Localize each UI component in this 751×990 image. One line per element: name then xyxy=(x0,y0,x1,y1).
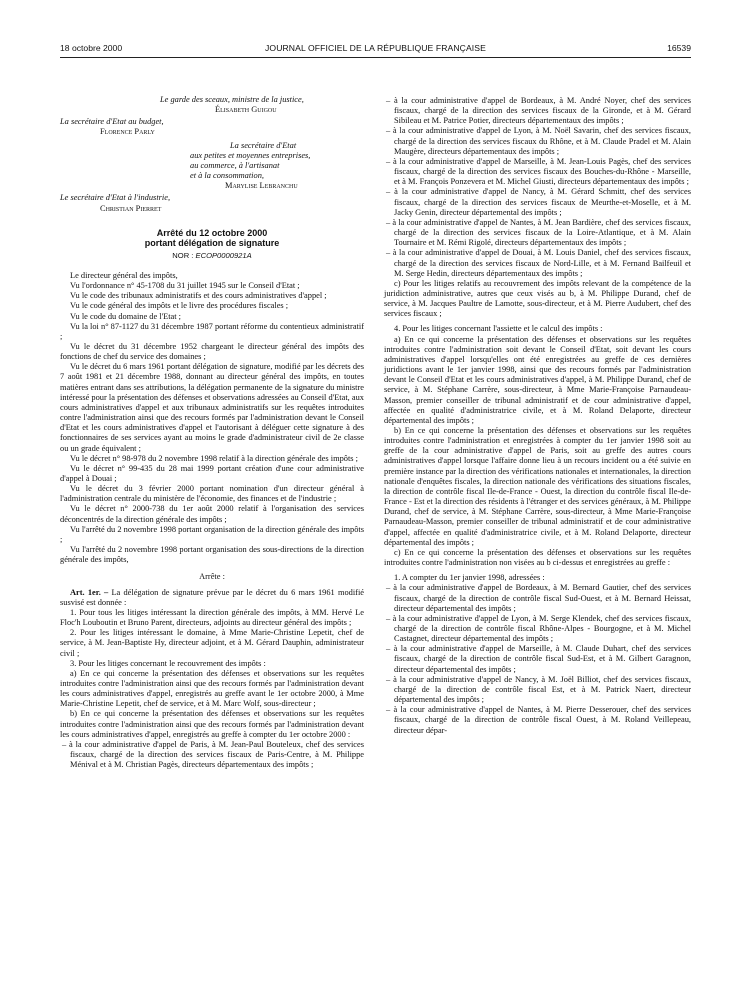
assiette-paragraph: b) En ce qui concerne la présentation des défenses et observations sur les requêtes introduites contre l'administration et enregistrées à compter du 1er janvier 1998 soit au greffe de la cour administrative d'appel de Paris, soit au greffe des autres cours administratives d'appel lorsque l'affaire donne lieu à un recours incident ou a été suivie en première instance par la direction des vérifications nationales et internationales, la direction nationale d'enquêtes fiscales, la direction nationale des vérifications des situations fiscales, la direction de contrôle fiscal Ile-de-France - Ouest, la direction du contrôle fiscal Ile-de-France - Est et la direction des résidents à l'étranger et des services généraux, à M. Philippe Durand, chef de service, à M. Stéphane Carrère, sous-directeur, à Mme Marie-Françoise Parnaudeau-Masson, premier conseiller de tribunal administratif et de cour administrative d'appel, affectée en qualité d'administratrice civile, et à M. Roland Delaporte, directeur départemental des impôts ; xyxy=(384,426,691,547)
visa-paragraph: Vu l'arrêté du 2 novembre 1998 portant organisation des sous-directions de la direction générale des impôts, xyxy=(60,545,364,565)
decree-nor xyxy=(60,251,364,261)
visa-paragraph: Le directeur général des impôts, xyxy=(70,270,178,280)
article-1 xyxy=(60,588,364,608)
signature-garde-name: Élisabeth Guigou xyxy=(215,105,277,115)
header-date: 18 octobre 2000 xyxy=(60,43,123,53)
article-point: b) En ce qui concerne la présentation des défenses et observations sur les requêtes introduites contre l'administration ainsi que des recours formés par l'administration devant les cours administratives d'appel, enregistrés au greffe à compter du 1er octobre 2000 : xyxy=(60,709,364,739)
assiette-paragraphs xyxy=(384,279,691,584)
court-delegation-item: – à la cour administrative d'appel de Lyon, à M. Noël Savarin, chef des services fiscaux, chargé de la direction des services fiscaux du Rhône, et à M. Claude Pradel et M. Alain Maugère, directeurs départementaux des impôts ; xyxy=(386,126,691,156)
visa-paragraph: Vu le code des tribunaux administratifs et des cours administratives d'appel ; xyxy=(70,291,327,301)
decree-title-line-1: Arrêté du 12 octobre 2000 xyxy=(156,227,268,238)
court-delegation-item: – à la cour administrative d'appel de Bordeaux, à M. Bernard Gautier, chef des services fiscaux, chargé de la direction de contrôle fiscal Sud-Ouest, et à M. Bernard Heissat, directeur départemental des impôts ; xyxy=(386,583,691,613)
page-header xyxy=(60,43,691,55)
article-1-text: La délégation de signature prévue par le décret du 6 mars 1961 modifié susvisé est donnée : xyxy=(60,587,364,607)
visa-paragraph: Vu l'ordonnance n° 45-1708 du 31 juillet 1945 sur le Conseil d'Etat ; xyxy=(70,281,300,291)
article-1-label: Art. 1er. – xyxy=(70,587,109,597)
assiette-paragraph: c) Pour les litiges relatifs au recouvrement des impôts relevant de la compétence de la juridiction administrative, autres que ceux visés au b, à M. Philippe Durand, chef de service, à M. Jacques Paultre de Lamotte, sous-directeur, et à M. Pierre Audubert, chef des services fiscaux ; xyxy=(384,278,691,319)
court-delegation-item: – à la cour administrative d'appel de Paris, à M. Jean-Paul Bouteleux, chef des services fiscaux, chargé de la direction des services fiscaux de Paris-Centre, à M. Philippe Ménival et à M. Christian Pagès, directeurs départementaux des impôts ; xyxy=(62,739,364,770)
signature-pme-title-2: aux petites et moyennes entreprises, xyxy=(190,150,311,160)
visas-list xyxy=(60,271,364,566)
header-page-number: 16539 xyxy=(667,43,691,53)
decree-title-line-2: portant délégation de signature xyxy=(144,238,280,249)
article-point: 2. Pour les litiges intéressant le domaine, à Mme Marie-Christine Lepetit, chef de service, à M. Jean-Baptiste Hy, directeur adjoint, et à M. Gérard Dauphin, administrateur civil ; xyxy=(60,628,364,658)
court-delegation-item: – à la cour administrative d'appel de Nancy, à M. Gérard Schmitt, chef des services fiscaux, chargé de la direction des services fiscaux de Meurthe-et-Moselle, et à M. Jacky Genin, directeur départemental des impôts ; xyxy=(386,187,691,217)
court-delegation-item: – à la cour administrative d'appel de Nancy, à M. Joël Billiot, chef des services fiscaux, chargé de la direction de contrôle fiscal Est, et à M. Patrick Naert, directeur départemental des impôts ; xyxy=(386,674,691,705)
assiette-paragraph: c) En ce qui concerne la présentation des défenses et observations sur les requêtes introduites contre l'administration non visées au b ci-dessus et enregistrées au greffe : xyxy=(384,547,691,568)
signature-garde-title: Le garde des sceaux, ministre de la justice, xyxy=(160,95,304,104)
court-delegation-item: – à la cour administrative d'appel de Nantes, à M. Jean Bardière, chef des services fiscaux, chargé de la direction des services fiscaux de la Loire-Atlantique, et à M. Alain Tournaire et M. Rémi Rigolé, directeurs départementaux des impôts ; xyxy=(386,217,691,248)
assiette-paragraph: 4. Pour les litiges concernant l'assiette et le calcul des impôts : xyxy=(394,324,603,334)
signature-pme-name: Marylise Lebranchu xyxy=(225,181,298,191)
signature-budget-name: Florence Parly xyxy=(100,127,155,137)
article-1-points xyxy=(60,608,364,740)
court-delegation-item: – à la cour administrative d'appel de Marseille, à M. Claude Duhart, chef des services fiscaux, chargé de la direction de contrôle fiscal Sud-Est, et à M. Gilbert Garagnon, directeur départemental des impôts ; xyxy=(386,644,691,674)
court-delegation-item: – à la cour administrative d'appel de Lyon, à M. Serge Klendek, chef des services fiscaux, chargé de la direction de contrôle fiscal Rhône-Alpes - Bourgogne, et à M. Michel Castagnet, directeur départemental des impôts ; xyxy=(386,613,691,644)
visa-paragraph: Vu le code général des impôts et le livre des procédures fiscales ; xyxy=(70,301,289,311)
signature-industrie-title: Le secrétaire d'Etat à l'industrie, xyxy=(60,193,171,203)
nor-label: NOR : xyxy=(172,250,194,260)
signature-block xyxy=(60,95,364,214)
decree-heading xyxy=(60,228,364,261)
visa-paragraph: Vu le décret n° 2000-738 du 1er août 2000 relatif à l'organisation des services déconcentrés de la direction générale des impôts ; xyxy=(60,504,364,524)
visa-paragraph: Vu le décret n° 99-435 du 28 mai 1999 portant création d'une cour administrative d'appel à Douai ; xyxy=(60,463,364,483)
visa-paragraph: Vu la loi n° 87-1127 du 31 décembre 1987 portant réforme du contentieux administratif ; xyxy=(60,321,364,341)
nor-code: ECOP0000921A xyxy=(195,250,252,260)
signature-pme-title-1: La secrétaire d'Etat xyxy=(230,140,297,150)
visa-paragraph: Vu le décret n° 98-978 du 2 novembre 1998 relatif à la direction générale des impôts ; xyxy=(70,453,358,463)
article-point: a) En ce qui concerne la présentation des défenses et observations sur les requêtes introduites contre l'administration ainsi que des recours formés par l'administration devant les cours administratives d'appel, enregistrés au greffe avant le 1er octobre 2000, à Mme Marie-Christine Lepetit, chef de service, et à M. Marc Wolf, sous-directeur ; xyxy=(60,668,364,709)
header-rule xyxy=(60,57,691,58)
visa-paragraph: Vu l'arrêté du 2 novembre 1998 portant organisation de la direction générale des impôts ; xyxy=(60,524,364,544)
signature-budget-title: La secrétaire d'Etat au budget, xyxy=(60,117,164,127)
article-point: 3. Pour les litiges concernant le recouvrement des impôts : xyxy=(70,658,266,668)
court-delegation-item: – à la cour administrative d'appel de Douai, à M. Louis Daniel, chef des services fiscaux, chargé de la direction des services fiscaux de Nord-Lille, et à M. Fernand Bailfeuil et M. Serge Hedin, directeurs départementaux des impôts ; xyxy=(386,248,691,278)
assiette-paragraph: a) En ce qui concerne la présentation des défenses et observations sur les requêtes introduites contre l'administration soit devant le Conseil d'Etat, soit devant les cours administratives d'appel lorsqu'elles ont été enregistrées au greffe de ces dernières juridictions avant le 1er janvier 1998, ainsi que des recours formés par l'administration devant le Conseil d'Etat et les cours administratives d'appel, à M. Philippe Durand, chef de service, à M. Stéphane Carrère, sous-directeur, à Mme Marie-Françoise Parnaudeau-Masson, premier conseiller de tribunal administratif et de cour administrative d'appel, affectée en qualité d'administratrice civile, et à M. Roland Delaporte, directeur départemental des impôts ; xyxy=(384,334,691,425)
visa-paragraph: Vu le décret du 6 mars 1961 portant délégation de signature, modifié par les décrets des 7 août 1981 et 21 décembre 1988, donnant au directeur général des impôts, en toutes matières entrant dans ses attributions, la délégation permanente de la signature du ministre intéressé pour la présentation des défenses et observations adressées au Conseil d'Etat, aux cours administratives d'appel et aux tribunaux administratifs sur les requêtes introduites contre l'administration ainsi que des recours formés par l'administration devant le Conseil d'Etat et les cours administratives d'appel et l'autorisant à déléguer cette signature à des fonctionnaires de ses services ayant au moins le grade d'administrateur civil de 2e classe ou un grade équivalent ; xyxy=(60,362,364,453)
left-column xyxy=(60,95,364,770)
court-delegation-item: – à la cour administrative d'appel de Marseille, à M. Jean-Louis Pagès, chef des services fiscaux, chargé de la direction des services fiscaux des Bouches-du-Rhône - Marseille, et à M. François Ponzevera et M. Michel Giusti, directeurs départementaux des impôts ; xyxy=(386,156,691,187)
article-point: 1. Pour tous les litiges intéressant la direction générale des impôts, à MM. Hervé Le Floc'h Louboutin et Bruno Parent, directeurs, adjoints au directeur général des impôts ; xyxy=(60,607,364,628)
article-1-dash-items xyxy=(60,740,364,770)
visa-paragraph: Vu le code du domaine de l'Etat ; xyxy=(70,311,182,321)
visa-paragraph: Vu le décret du 3 février 2000 portant nomination d'un directeur général à l'administration centrale du ministère de l'économie, des finances et de l'industrie ; xyxy=(60,484,364,504)
court-delegation-item: – à la cour administrative d'appel de Nantes, à M. Pierre Desserouer, chef des services fiscaux, chargé de la direction de contrôle fiscal Ouest, à M. Roland Veillepeau, directeur dépar- xyxy=(386,705,691,735)
arrete-label: Arrête : xyxy=(199,572,225,582)
right-column xyxy=(384,96,691,736)
controle-fiscal-courts-list xyxy=(384,583,691,735)
recouvrement-courts-list xyxy=(384,96,691,279)
signature-industrie-name: Christian Pierret xyxy=(100,203,162,213)
header-journal-title: JOURNAL OFFICIEL DE LA RÉPUBLIQUE FRANÇAISE xyxy=(265,43,486,53)
visa-paragraph: Vu le décret du 31 décembre 1952 chargeant le directeur général des impôts des fonctions de chef du service des domaines ; xyxy=(60,341,364,362)
assiette-paragraph: 1. A compter du 1er janvier 1998, adressées : xyxy=(394,573,545,583)
signature-pme-title-3: au commerce, à l'artisanat xyxy=(190,160,280,170)
signature-pme-title-4: et à la consommation, xyxy=(190,171,264,181)
court-delegation-item: – à la cour administrative d'appel de Bordeaux, à M. André Noyer, chef des services fiscaux, chargé de la direction des services fiscaux de la Gironde, et à M. Gérard Sibileau et M. Patrice Potier, directeurs départementaux des impôts ; xyxy=(386,96,691,126)
